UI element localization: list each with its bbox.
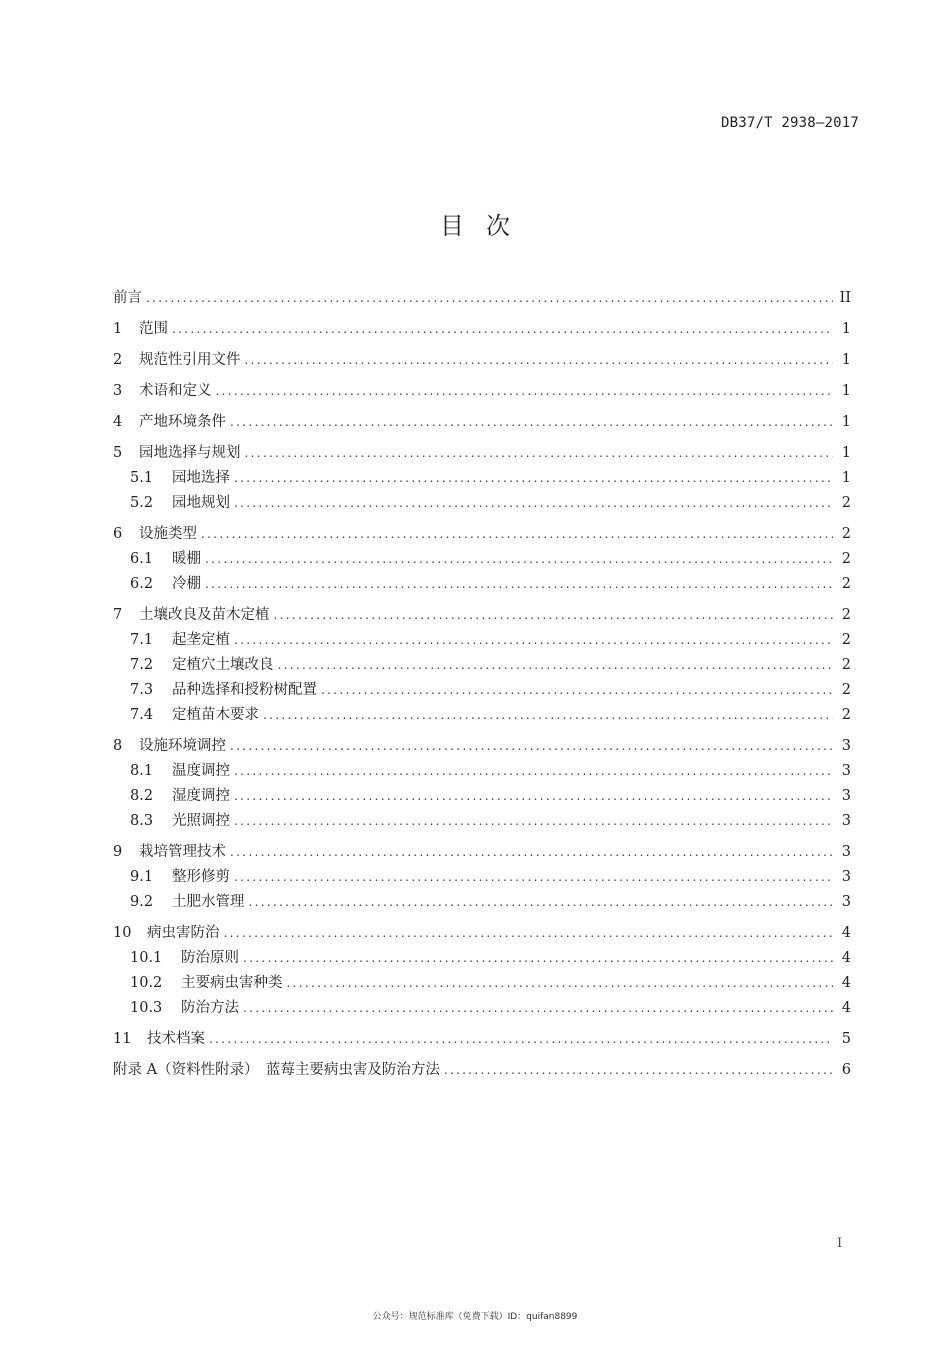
toc-leader-dots <box>243 946 833 971</box>
toc-leader-dots <box>278 653 834 678</box>
toc-leader-dots <box>234 466 833 491</box>
toc-leader-dots <box>234 865 833 890</box>
document-code: DB37/T 2938—2017 <box>720 115 859 131</box>
toc-entry-number: 9.1 <box>130 869 154 885</box>
toc-entry-label: 防治原则 <box>181 950 239 966</box>
toc-entry-label: 防治方法 <box>181 1000 239 1016</box>
toc-entry[interactable] <box>113 522 851 547</box>
toc-entry-page: 3 <box>841 788 851 804</box>
toc-title: 目次 <box>440 212 532 240</box>
toc-entry-page: 3 <box>841 738 851 754</box>
toc-entry-page: 3 <box>841 813 851 829</box>
toc-entry-label: 品种选择和授粉树配置 <box>172 682 317 698</box>
toc-entry-label: 光照调控 <box>172 813 230 829</box>
toc-subentry[interactable] <box>113 466 851 491</box>
toc-entry[interactable] <box>113 734 851 759</box>
toc-entry[interactable] <box>113 603 851 628</box>
toc-entry-page: 2 <box>841 551 851 567</box>
toc-entry-label: 范围 <box>139 321 168 337</box>
toc-entry-number: 7.2 <box>130 657 154 673</box>
toc-entry-page: 4 <box>841 975 851 991</box>
toc-subentry[interactable] <box>113 971 851 996</box>
toc-entry-label: 病虫害防治 <box>147 925 220 941</box>
toc-entry-number: 8.3 <box>130 813 154 829</box>
toc-subentry[interactable] <box>113 572 851 597</box>
toc-entry-label: 起垄定植 <box>172 632 230 648</box>
toc-entry-page: 1 <box>841 352 851 368</box>
table-of-contents <box>113 286 851 1083</box>
toc-entry-number: 5 <box>113 445 123 461</box>
toc-leader-dots <box>274 603 834 628</box>
toc-entry-number: 10.2 <box>130 975 163 991</box>
toc-leader-dots <box>146 286 833 311</box>
toc-entry-number: 7.4 <box>130 707 154 723</box>
toc-entry-number: 8.2 <box>130 788 154 804</box>
toc-entry-number: 10 <box>113 925 132 941</box>
toc-entry-number: 6.2 <box>130 576 154 592</box>
toc-subentry[interactable] <box>113 678 851 703</box>
toc-leader-dots <box>224 921 834 946</box>
toc-entry-label: 温度调控 <box>172 763 230 779</box>
toc-entry-label: 主要病虫害种类 <box>181 975 283 991</box>
toc-entry[interactable] <box>113 317 851 342</box>
toc-leader-dots <box>205 547 833 572</box>
toc-entry-page: 3 <box>841 763 851 779</box>
toc-leader-dots <box>234 759 833 784</box>
toc-entry-number: 7.1 <box>130 632 154 648</box>
toc-entry[interactable] <box>113 379 851 404</box>
toc-leader-dots <box>245 348 834 373</box>
toc-entry-number: 6 <box>113 526 123 542</box>
toc-leader-dots <box>172 317 833 342</box>
toc-leader-dots <box>245 441 834 466</box>
toc-entry-page: 5 <box>841 1031 851 1047</box>
toc-entry-number: 10.3 <box>130 1000 163 1016</box>
toc-entry[interactable] <box>113 286 851 311</box>
toc-entry-page: 2 <box>841 526 851 542</box>
toc-entry[interactable] <box>113 1027 851 1052</box>
toc-leader-dots <box>205 572 833 597</box>
toc-entry-page: 3 <box>841 844 851 860</box>
toc-leader-dots <box>444 1058 833 1083</box>
toc-leader-dots <box>243 996 833 1021</box>
toc-subentry[interactable] <box>113 865 851 890</box>
toc-entry-number: 10.1 <box>130 950 163 966</box>
toc-entry-page: 1 <box>841 321 851 337</box>
toc-subentry[interactable] <box>113 890 851 915</box>
toc-entry-page: 2 <box>841 657 851 673</box>
toc-entry-label: 湿度调控 <box>172 788 230 804</box>
toc-entry-number: 8 <box>113 738 123 754</box>
toc-entry-page: 2 <box>841 632 851 648</box>
toc-subentry[interactable] <box>113 996 851 1021</box>
toc-leader-dots <box>230 734 833 759</box>
toc-entry-page: 3 <box>841 869 851 885</box>
toc-entry-label: 园地选择 <box>172 470 230 486</box>
toc-leader-dots <box>287 971 834 996</box>
footer-note: 公众号：规范标准库（免费下载）ID：quifan8899 <box>372 1312 578 1322</box>
toc-entry-number: 6.1 <box>130 551 154 567</box>
toc-leader-dots <box>230 410 833 435</box>
toc-entry[interactable] <box>113 921 851 946</box>
toc-leader-dots <box>249 890 834 915</box>
toc-entry-number: 9 <box>113 844 123 860</box>
toc-entry-number: 9.2 <box>130 894 154 910</box>
toc-entry-label: 土壤改良及苗木定植 <box>139 607 270 623</box>
toc-entry-label: 设施类型 <box>139 526 197 542</box>
toc-entry[interactable] <box>113 348 851 373</box>
toc-entry-number: 4 <box>113 414 123 430</box>
toc-entry-label: 冷棚 <box>172 576 201 592</box>
toc-entry-page: 1 <box>841 445 851 461</box>
toc-entry[interactable] <box>113 840 851 865</box>
toc-entry-number: 11 <box>113 1031 132 1047</box>
toc-entry-number: 3 <box>113 383 123 399</box>
toc-entry-label: 规范性引用文件 <box>139 352 241 368</box>
toc-subentry[interactable] <box>113 628 851 653</box>
toc-entry-page: 2 <box>841 682 851 698</box>
page-number: I <box>837 1236 843 1251</box>
toc-entry-number: 5.2 <box>130 495 154 511</box>
toc-entry-label: 园地规划 <box>172 495 230 511</box>
toc-entry-label: 园地选择与规划 <box>139 445 241 461</box>
toc-entry-page: 2 <box>841 495 851 511</box>
toc-subentry[interactable] <box>113 703 851 728</box>
toc-entry-number: 2 <box>113 352 123 368</box>
toc-leader-dots <box>201 522 833 547</box>
toc-leader-dots <box>321 678 833 703</box>
toc-subentry[interactable] <box>113 759 851 784</box>
toc-leader-dots <box>230 840 833 865</box>
toc-leader-dots <box>234 628 833 653</box>
toc-entry[interactable] <box>113 441 851 466</box>
toc-entry-number: 8.1 <box>130 763 154 779</box>
toc-leader-dots <box>263 703 833 728</box>
toc-entry-label: 术语和定义 <box>139 383 212 399</box>
toc-subentry[interactable] <box>113 547 851 572</box>
toc-entry-page: 1 <box>841 470 851 486</box>
toc-entry-label: 附录 A（资料性附录） 蓝莓主要病虫害及防治方法 <box>113 1062 440 1078</box>
toc-subentry[interactable] <box>113 809 851 834</box>
toc-entry[interactable] <box>113 1058 851 1083</box>
toc-entry-number: 1 <box>113 321 123 337</box>
toc-entry[interactable] <box>113 410 851 435</box>
toc-entry-label: 产地环境条件 <box>139 414 226 430</box>
toc-entry-page: II <box>839 290 851 306</box>
toc-subentry[interactable] <box>113 784 851 809</box>
toc-leader-dots <box>234 784 833 809</box>
toc-entry-label: 定植苗木要求 <box>172 707 259 723</box>
toc-entry-label: 技术档案 <box>147 1031 205 1047</box>
toc-entry-page: 2 <box>841 607 851 623</box>
toc-subentry[interactable] <box>113 491 851 516</box>
toc-entry-page: 4 <box>841 1000 851 1016</box>
toc-entry-number: 5.1 <box>130 470 154 486</box>
toc-entry-page: 4 <box>841 950 851 966</box>
toc-entry-label: 定植穴土壤改良 <box>172 657 274 673</box>
toc-leader-dots <box>234 491 833 516</box>
toc-subentry[interactable] <box>113 946 851 971</box>
toc-entry-label: 栽培管理技术 <box>139 844 226 860</box>
toc-entry-label: 设施环境调控 <box>139 738 226 754</box>
toc-leader-dots <box>234 809 833 834</box>
toc-subentry[interactable] <box>113 653 851 678</box>
toc-entry-label: 前言 <box>113 290 142 306</box>
toc-entry-page: 6 <box>841 1062 851 1078</box>
toc-entry-page: 1 <box>841 414 851 430</box>
toc-entry-page: 1 <box>841 383 851 399</box>
toc-entry-label: 整形修剪 <box>172 869 230 885</box>
toc-entry-label: 暖棚 <box>172 551 201 567</box>
toc-entry-label: 土肥水管理 <box>172 894 245 910</box>
toc-leader-dots <box>216 379 834 404</box>
toc-leader-dots <box>209 1027 833 1052</box>
toc-entry-page: 3 <box>841 894 851 910</box>
toc-entry-number: 7.3 <box>130 682 154 698</box>
toc-entry-number: 7 <box>113 607 123 623</box>
toc-entry-page: 4 <box>841 925 851 941</box>
toc-entry-page: 2 <box>841 576 851 592</box>
toc-entry-page: 2 <box>841 707 851 723</box>
